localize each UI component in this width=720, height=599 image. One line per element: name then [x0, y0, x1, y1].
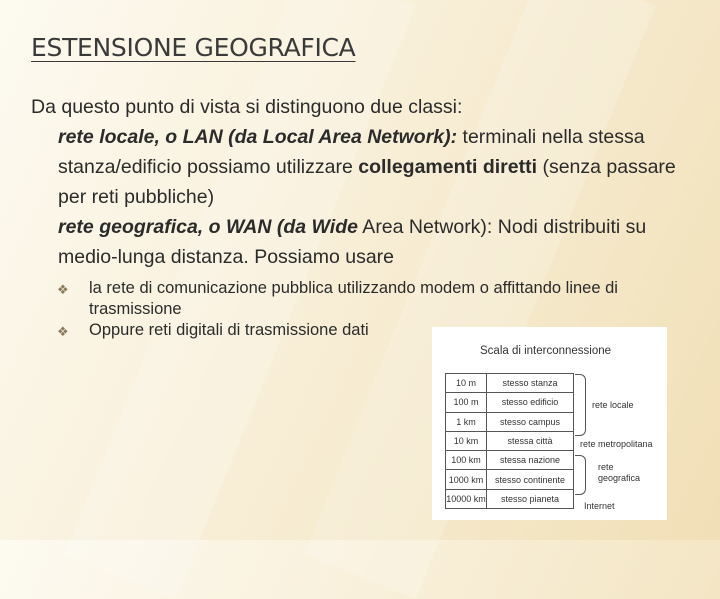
sub-item-text: la rete di comunicazione pubblica utilizzando modem o affittando linee di trasmissione	[89, 279, 618, 318]
slide-body	[31, 92, 691, 342]
distance-cell: 10 km	[446, 431, 487, 450]
place-cell: stesso pianeta	[487, 489, 574, 508]
lan-text: terminali nella stessa stanza/edificio possiamo utilizzare	[58, 126, 645, 178]
wan-lead: rete geografica, o WAN (da Wide	[58, 216, 358, 238]
place-cell: stesso continente	[487, 470, 574, 489]
distance-cell: 100 m	[446, 393, 487, 412]
table-row	[446, 451, 574, 470]
sub-item-text: Oppure reti digitali di trasmissione dati	[89, 321, 369, 339]
lan-lead: rete locale, o LAN (da Local Area Network):	[58, 126, 458, 148]
bullet-box-icon	[31, 212, 58, 272]
place-cell: stesso edificio	[487, 393, 574, 412]
man-label: rete metropolitana	[580, 439, 653, 449]
wan-brace	[575, 455, 586, 495]
table-row	[446, 374, 574, 393]
lan-brace	[575, 374, 586, 436]
figure-title: Scala di interconnessione	[480, 345, 612, 357]
list-item-text	[58, 122, 691, 212]
distance-cell: 100 km	[446, 451, 487, 470]
interconnection-scale-figure	[432, 327, 667, 520]
list-item-lan	[31, 122, 691, 212]
wan-label: rete geografica	[598, 462, 641, 483]
table-row	[446, 470, 574, 489]
internet-label: Internet	[584, 501, 615, 511]
list-item-wan	[31, 212, 691, 272]
distance-cell: 1000 km	[446, 470, 487, 489]
bullet-box-icon	[31, 122, 58, 212]
scale-table	[445, 373, 574, 509]
place-cell: stesso stanza	[487, 374, 574, 393]
diamond-bullet-icon: ❖	[57, 282, 69, 297]
lan-tail: (senza passare per reti pubbliche)	[58, 156, 676, 208]
distance-cell: 1 km	[446, 412, 487, 431]
list-item-text	[58, 212, 691, 272]
intro-text: Da questo punto di vista si distinguono due classi:	[31, 96, 463, 118]
table-row	[446, 431, 574, 450]
distance-cell: 10000 km	[446, 489, 487, 508]
place-cell: stesso campus	[487, 412, 574, 431]
table-row	[446, 489, 574, 508]
table-row	[446, 412, 574, 431]
place-cell: stessa città	[487, 431, 574, 450]
sub-list-item	[57, 278, 691, 320]
wan-text: Area Network): Nodi distribuiti su medio-lunga distanza. Possiamo usare	[58, 216, 647, 268]
lan-label: rete locale	[592, 400, 634, 410]
place-cell: stessa nazione	[487, 451, 574, 470]
lan-strong: collegamenti diretti	[358, 156, 538, 178]
table-row	[446, 393, 574, 412]
distance-cell: 10 m	[446, 374, 487, 393]
slide-title: ESTENSIONE GEOGRAFICA	[31, 33, 356, 62]
diamond-bullet-icon: ❖	[57, 324, 69, 339]
